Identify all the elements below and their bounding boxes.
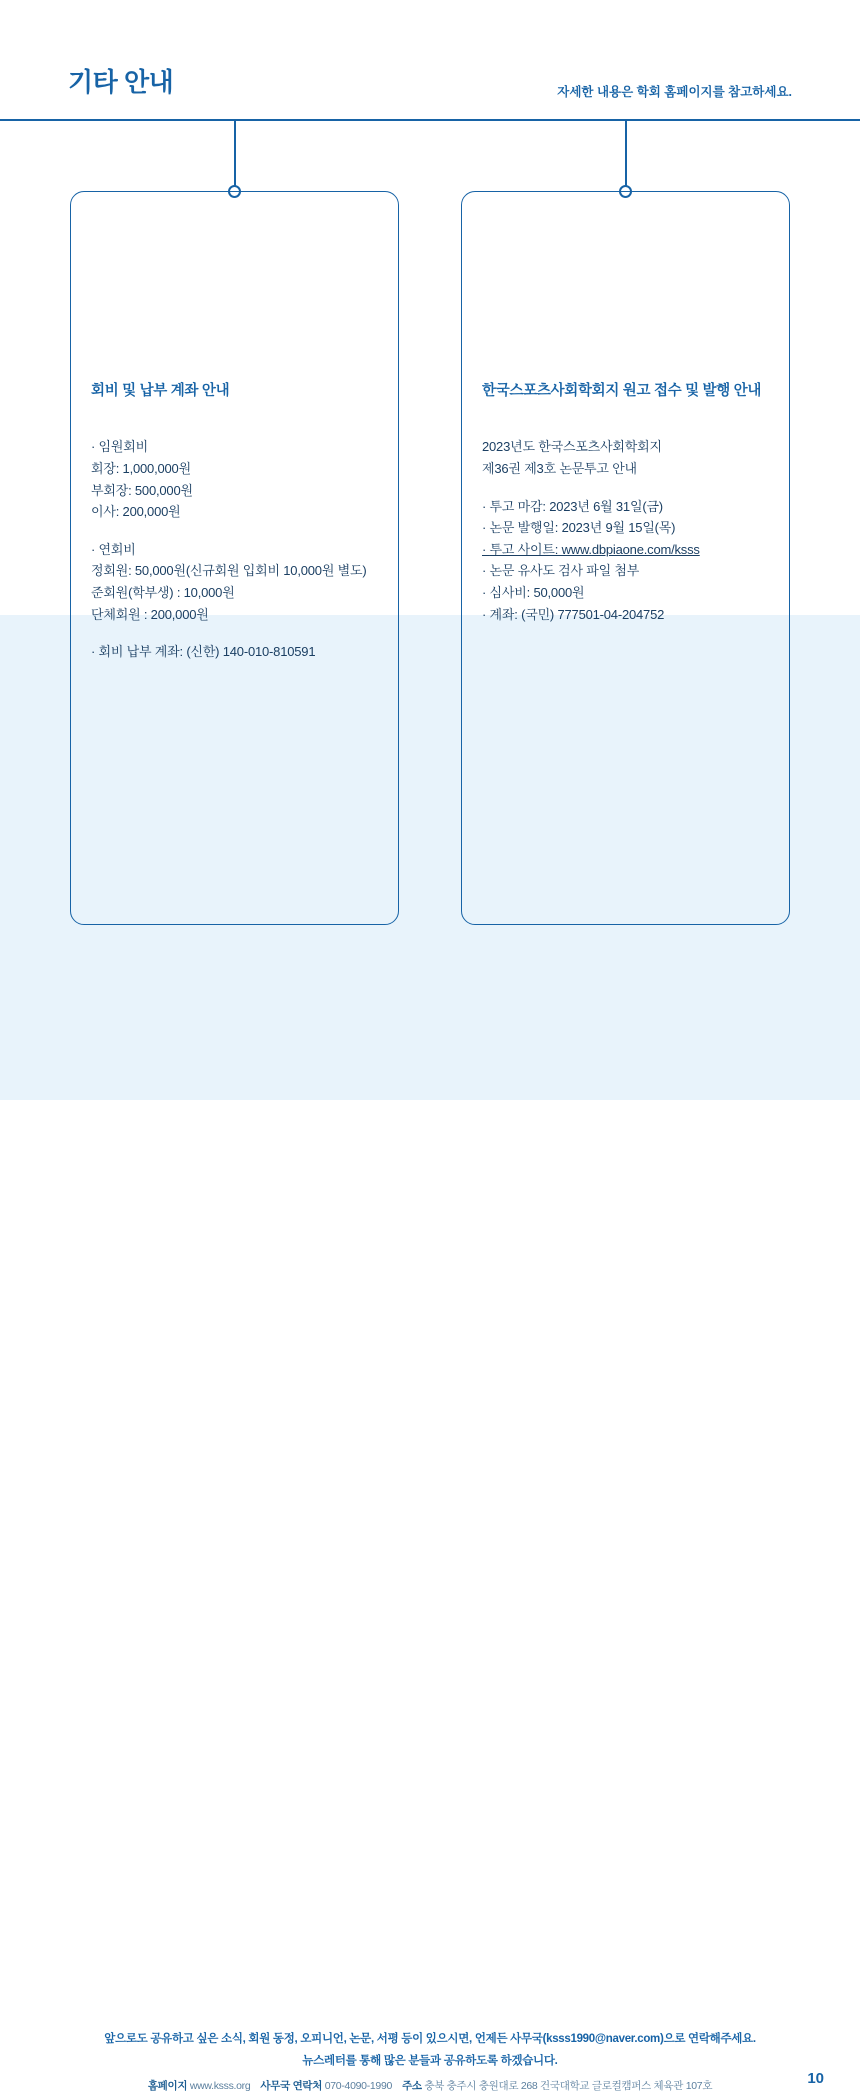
- header-divider: [0, 119, 860, 121]
- contact-value: 충북 충주시 충원대로 268 건국대학교 글로컬캠퍼스 체육관 107호: [424, 2080, 713, 2092]
- header-note: 자세한 내용은 학회 홈페이지를 참고하세요.: [557, 85, 792, 99]
- content-block: [91, 641, 382, 663]
- footer: [0, 980, 860, 2092]
- bullet-line: · 투고 마감: 2023년 6월 31일(금): [482, 496, 773, 518]
- bullet-line[interactable]: · 투고 사이트: www.dbpiaone.com/ksss: [482, 539, 773, 561]
- text-line: 부회장: 500,000원: [91, 482, 193, 498]
- text-line: 단체회원 : 200,000원: [91, 606, 209, 622]
- card-body: [482, 436, 773, 625]
- connector-line-left: [234, 121, 236, 193]
- bullet-line: · 심사비: 50,000원: [482, 582, 773, 604]
- text-line: 2023년도 한국스포츠사회학회지: [482, 439, 662, 455]
- bullet-line: · 논문 유사도 검사 파일 첨부: [482, 560, 773, 582]
- bullet-line: · 계좌: (국민) 777501-04-204752: [482, 604, 773, 626]
- bullet-line: · 회비 납부 계좌: (신한) 140-010-810591: [91, 641, 382, 663]
- footer-contacts: [0, 2078, 860, 2093]
- text-line: 회장: 1,000,000원: [91, 461, 191, 477]
- text-line: 준회원(학부생) : 10,000원: [91, 584, 235, 600]
- card-body: [91, 436, 382, 662]
- card-title: 한국스포츠사회학회지 원고 접수 및 발행 안내: [482, 383, 762, 399]
- info-card-fees: [70, 191, 399, 925]
- footer-message-line1: 앞으로도 공유하고 싶은 소식, 회원 동정, 오피니언, 논문, 서평 등이 있으시면, 언제든 사무국(ksss1990@naver.com)으로 연락해주세요.: [104, 2033, 756, 2045]
- content-block: [482, 496, 773, 625]
- footer-message-line2: 뉴스레터를 통해 많은 분들과 공유하도록 하겠습니다.: [302, 2055, 558, 2067]
- bullet-line: · 논문 발행일: 2023년 9월 15일(목): [482, 517, 773, 539]
- bullet-line: · 임원회비: [91, 436, 382, 458]
- contact-value: www.ksss.org: [189, 2080, 251, 2092]
- connector-line-right: [625, 121, 627, 193]
- info-card-journal: [461, 191, 790, 925]
- content-block: [91, 539, 382, 625]
- card-title: 회비 및 납부 계좌 안내: [91, 383, 230, 399]
- content-block: [91, 436, 382, 522]
- page-number: 10: [807, 2070, 824, 2087]
- text-line: 이사: 200,000원: [91, 504, 181, 520]
- page-title: 기타 안내: [68, 67, 174, 97]
- contact-label: 홈페이지: [147, 2080, 190, 2092]
- contact-label: 주소: [402, 2080, 425, 2092]
- bullet-line: · 연회비: [91, 539, 382, 561]
- text-line: 제36권 제3호 논문투고 안내: [482, 461, 637, 477]
- contact-label: 사무국 연락처: [260, 2080, 325, 2092]
- text-line: 정회원: 50,000원(신규회원 입회비 10,000원 별도): [91, 563, 367, 579]
- contact-value: 070-4090-1990: [324, 2080, 393, 2092]
- content-block: [482, 436, 773, 479]
